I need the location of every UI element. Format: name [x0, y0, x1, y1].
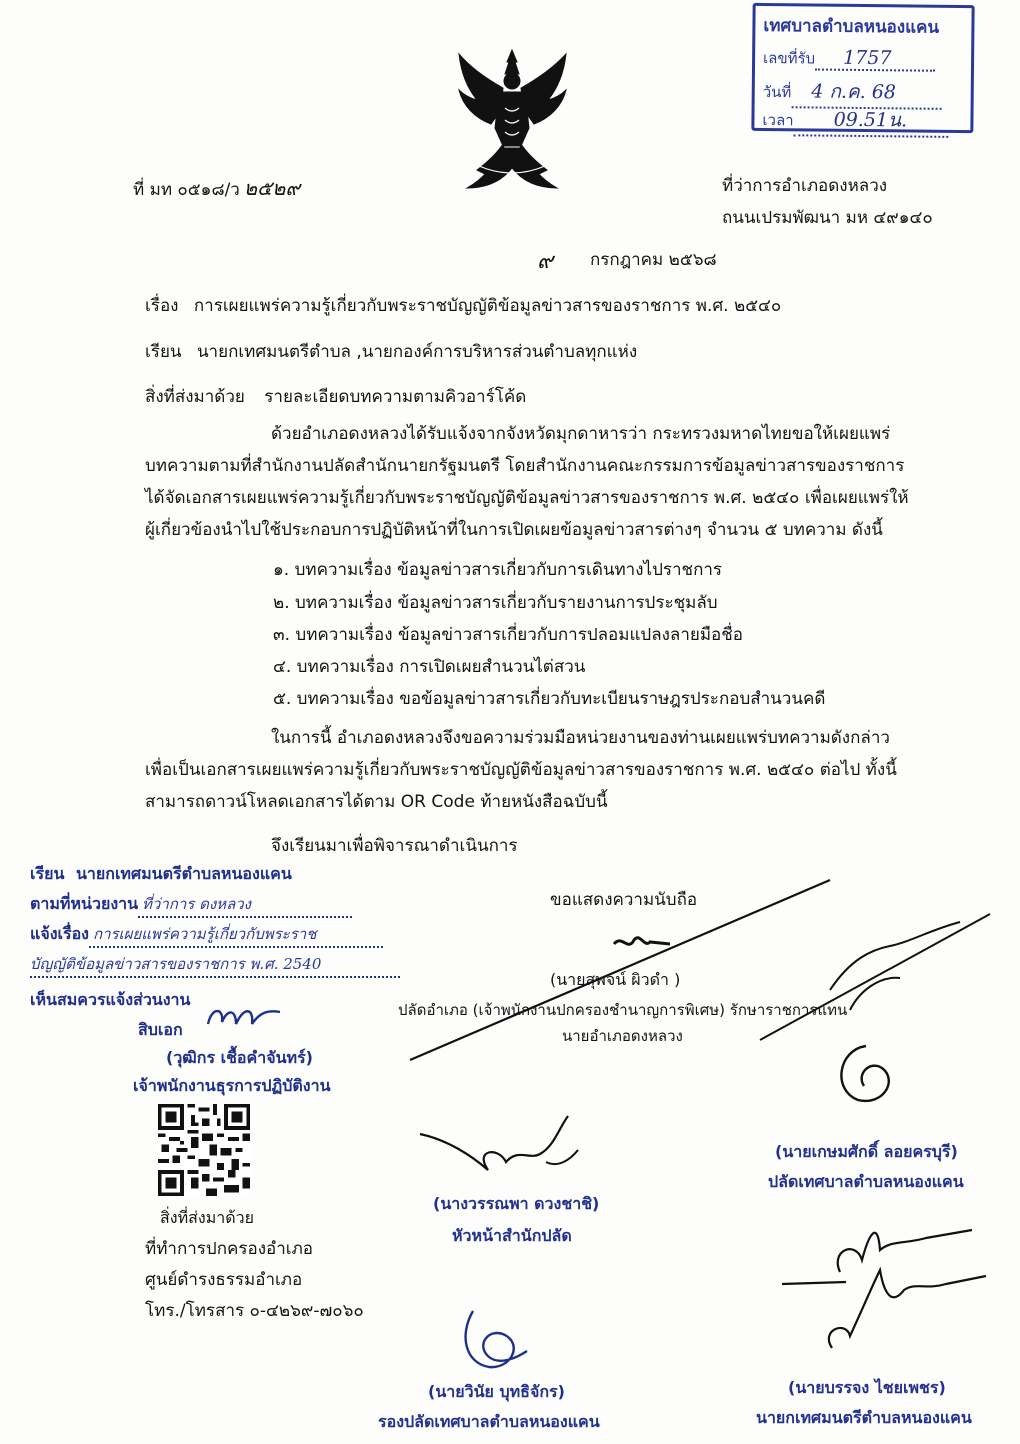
footer-center: ศูนย์ดำรงธรรมอำเภอ [145, 1270, 303, 1290]
stamp-time-value: 09.51น. [833, 108, 908, 132]
note-subject [30, 922, 383, 948]
list-item: ๕. บทความเรื่อง ขอข้อมูลข่าวสารเกี่ยวกับทะเบียนราษฎรประกอบสำนวนคดี [273, 689, 826, 709]
note-from [30, 892, 352, 918]
list-item: ๑. บทความเรื่อง ข้อมูลข่าวสารเกี่ยวกับการเดินทางไปราชการ [273, 560, 723, 580]
stamp-date-label: วันที่ [762, 82, 792, 102]
subject-text: การเผยแพร่ความรู้เกี่ยวกับพระราชบัญญัติข้อมูลข่าวสารของราชการ พ.ศ. ๒๕๔๐ [193, 296, 782, 316]
signer-position-line1: ปลัดอำเภอ (เจ้าพนักงานปกครองชำนาญการพิเศษ) รักษาราชการแทน [398, 1001, 848, 1019]
note-to [30, 862, 292, 887]
note-subject-label: แจ้งเรื่อง [30, 924, 89, 943]
note-subject-hand1: การเผยแพร่ความรู้เกี่ยวกับพระราช [89, 922, 383, 948]
footer-phone: โทร./โทรสาร ๐-๔๒๖๙-๗๐๖๐ [145, 1301, 364, 1321]
stamp-receive-label: เลขที่รับ [763, 48, 816, 68]
stamp-date-value: 4 ก.ค. 68 [811, 80, 897, 104]
note-subject-cont [30, 952, 400, 978]
signature-winai-icon [455, 1305, 535, 1380]
stamp-receive-value: 1757 [843, 46, 892, 70]
note-opinion: เห็นสมควรแจ้งส่วนงาน [30, 990, 191, 1009]
stamp-time-label: เวลา [762, 110, 794, 130]
to-label: เรียน [145, 342, 182, 362]
paragraph-line: ผู้เกี่ยวข้องนำไปใช้ประกอบการปฏิบัติหน้าที่ในการเปิดเผยข้อมูลข่าวสารต่างๆ จำนวน ๕ บทความ ดังนี้ [145, 520, 883, 540]
winai-name: (นายวินัย บุทธิจักร) [428, 1382, 565, 1401]
to-text: นายกเทศมนตรีตำบล ,นายกองค์การบริหารส่วนตำบลทุกแห่ง [196, 342, 638, 362]
subject-label: เรื่อง [145, 296, 179, 316]
paragraph-line: สามารถดาวน์โหลดเอกสารได้ตาม OR Code ท้ายหนังสือฉบับนี้ [145, 792, 608, 812]
wannapa-position: หัวหน้าสำนักปลัด [452, 1226, 572, 1245]
note-rank: สิบเอก [138, 1020, 183, 1039]
note-name: (วุฒิกร เชื้อคำจันทร์) [166, 1048, 313, 1067]
signature-wuttikorn-icon [202, 998, 292, 1038]
note-from-hand: ที่ว่าการ ดงหลวง [138, 892, 352, 918]
note-from-label: ตามที่หน่วยงาน [30, 894, 139, 913]
note-subject-hand2: บัญญัติข้อมูลข่าวสารของราชการ พ.ศ. 2540 [30, 952, 400, 978]
note-to-label: เรียน [30, 864, 65, 883]
stamp-org: เทศบาลตำบลหนองแคน [763, 15, 940, 38]
paragraph-line: ในการนี้ อำเภอดงหลวงจึงขอความร่วมมือหน่วยงานของท่านเผยแพร่บทความดังกล่าว [271, 728, 890, 748]
signature-bunjong-icon [776, 1210, 996, 1360]
regards-text: ขอแสดงความนับถือ [550, 890, 698, 910]
signature-kasemsak-icon [826, 1040, 906, 1110]
signer-position-line2: นายอำเภอดงหลวง [562, 1027, 683, 1045]
list-item: ๓. บทความเรื่อง ข้อมูลข่าวสารเกี่ยวกับการปลอมแปลงลายมือชื่อ [273, 625, 744, 645]
attachment-text: รายละเอียดบทความตามคิวอาร์โค้ด [264, 387, 527, 407]
closing-line: จึงเรียนมาเพื่อพิจารณาดำเนินการ [271, 836, 518, 856]
document-number-printed: ที่ มท ๐๕๑๘/ว [133, 180, 240, 200]
note-to-text: นายกเทศมนตรีตำบลหนองแคน [75, 864, 292, 883]
note-position: เจ้าพนักงานธุรการปฏิบัติงาน [133, 1076, 331, 1095]
paragraph-line: ได้จัดเอกสารเผยแพร่ความรู้เกี่ยวกับพระราชบัญญัติข้อมูลข่าวสารของราชการ พ.ศ. ๒๕๔๐ เพื่อเผยแพร่ให้ [145, 488, 909, 508]
winai-position: รองปลัดเทศบาลตำบลหนองแคน [378, 1412, 600, 1431]
office-address-line2: ถนนเปรมพัฒนา มห ๔๙๑๔๐ [722, 208, 933, 228]
paragraph-line: ด้วยอำเภอดงหลวงได้รับแจ้งจากจังหวัดมุกดาหารว่า กระทรวงมหาดไทยขอให้เผยแพร่ [271, 424, 891, 444]
signer-name: (นายสุพจน์ ผิวดำ ) [550, 970, 681, 989]
document-number-handwritten: ๒๕๒๙ [243, 176, 301, 200]
bunjong-name: (นายบรรจง ไชยเพชร) [788, 1378, 946, 1397]
qr-code-icon[interactable] [158, 1104, 250, 1196]
date-month-year: กรกฎาคม ๒๕๖๘ [590, 250, 717, 270]
date-day-handwritten: ๙ [537, 249, 554, 274]
office-address-line1: ที่ว่าการอำเภอดงหลวง [722, 176, 888, 196]
footer-attach: สิ่งที่ส่งมาด้วย [160, 1208, 254, 1227]
paragraph-line: บทความตามที่สำนักงานปลัดสำนักนายกรัฐมนตรี โดยสำนักงานคณะกรรมการข้อมูลข่าวสารของราชการ [145, 456, 905, 476]
signature-wannapa-icon [418, 1110, 588, 1185]
kasemsak-name: (นายเกษมศักดิ์ ลอยครบุรี) [775, 1142, 958, 1161]
bunjong-position: นายกเทศมนตรีตำบลหนองแคน [756, 1408, 972, 1427]
footer-office: ที่ทำการปกครองอำเภอ [145, 1239, 314, 1259]
wannapa-name: (นางวรรณพา ดวงชาชิ) [433, 1194, 600, 1213]
list-item: ๒. บทความเรื่อง ข้อมูลข่าวสารเกี่ยวกับรายงานการประชุมลับ [273, 593, 718, 613]
kasemsak-position: ปลัดเทศบาลตำบลหนองแคน [768, 1172, 964, 1191]
attachment-label: สิ่งที่ส่งมาด้วย [145, 387, 245, 407]
list-item: ๔. บทความเรื่อง การเปิดเผยสำนวนไต่สวน [273, 657, 586, 677]
paragraph-line: เพื่อเป็นเอกสารเผยแพร่ความรู้เกี่ยวกับพระราชบัญญัติข้อมูลข่าวสารของราชการ พ.ศ. ๒๕๔๐ ต่อไป ทั้งนี้ [145, 760, 897, 780]
